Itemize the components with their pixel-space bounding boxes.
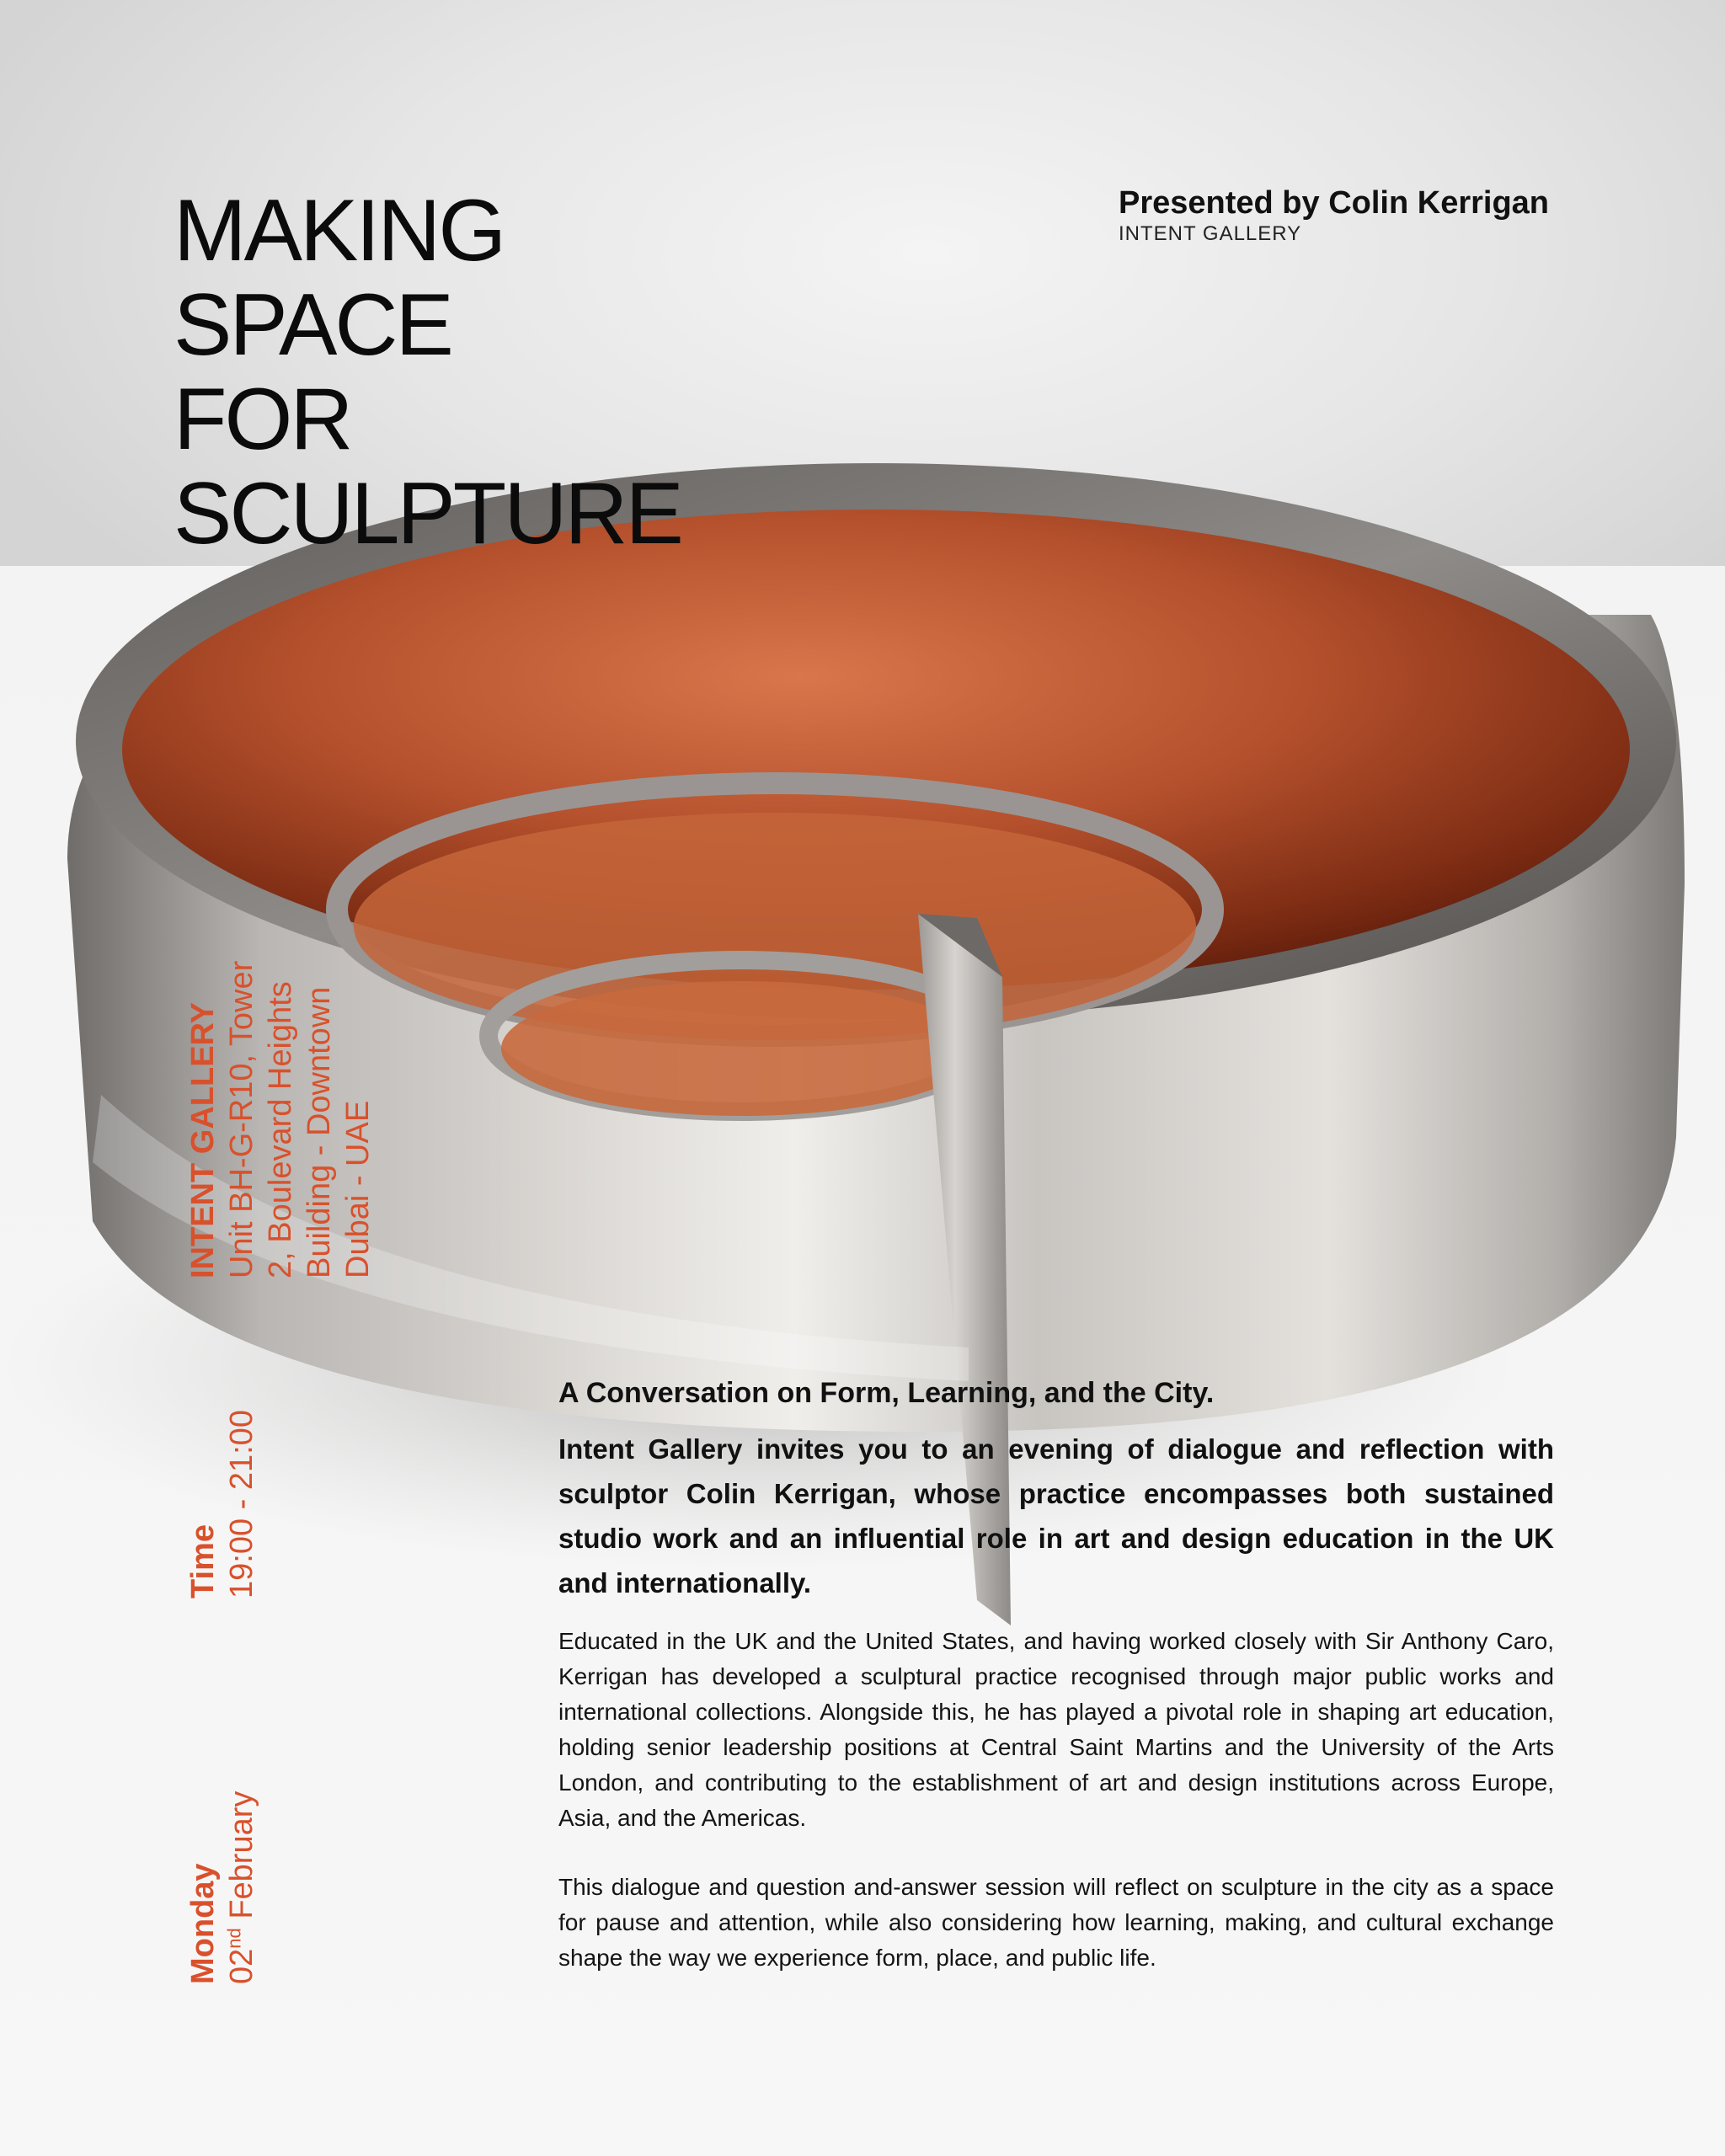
venue-line-4: Dubai - UAE <box>340 1100 376 1278</box>
venue-line-1: Unit BH-G-R10, Tower <box>224 960 259 1278</box>
event-time <box>184 1410 261 1598</box>
title-line-3: FOR <box>174 371 351 468</box>
date-day: Monday <box>185 1863 221 1984</box>
description-paragraph-1: Educated in the UK and the United States, and having worked closely with Sir Anthony Caro, Kerrigan has developed a sculptural practice recognised through major public works and international collections. Alongside this, he has played a pivotal role in shaping art education, holding senior leadership positions at Central Saint Martins and the University of the Arts London, and contributing to the establishment of art and design institutions across Europe, Asia, and the Americas. <box>558 1628 1554 1831</box>
event-description <box>558 1374 1554 2009</box>
event-title <box>174 184 681 561</box>
venue-line-3: Building - Downtown <box>302 986 337 1278</box>
title-line-2: SPACE <box>174 276 451 374</box>
presenter-name: Presented by Colin Kerrigan <box>1119 185 1550 221</box>
time-value: 19:00 - 21:00 <box>224 1410 259 1598</box>
title-line-4: SCULPTURE <box>174 465 681 563</box>
event-date <box>184 1791 261 1984</box>
date-number: 02 <box>224 1948 259 1984</box>
presenter-block <box>1119 184 1549 246</box>
description-paragraph-2: This dialogue and question and-answer session will reflect on sculpture in the city as a space for pause and attention, while also considering how learning, making, and cultural exchange shape the way we experience form, place, and public life. <box>558 1874 1554 1971</box>
venue-name: INTENT GALLERY <box>185 1002 221 1278</box>
presenter-gallery: INTENT GALLERY <box>1119 222 1302 245</box>
description-lead: Intent Gallery invites you to an evening of dialogue and reflection with sculptor Colin Kerrigan, whose practice encompasses both sustained studio work and an influential role in art and design education in the UK and internationally. <box>558 1433 1554 1598</box>
date-month: February <box>224 1790 259 1929</box>
description-heading: A Conversation on Form, Learning, and the City. <box>558 1377 1215 1409</box>
date-suffix: nd <box>223 1928 245 1949</box>
time-label: Time <box>185 1524 221 1598</box>
venue-address <box>184 961 377 1278</box>
title-line-1: MAKING <box>174 182 505 280</box>
date-full <box>222 1791 261 1984</box>
venue-line-2: 2, Boulevard Heights <box>263 981 298 1278</box>
